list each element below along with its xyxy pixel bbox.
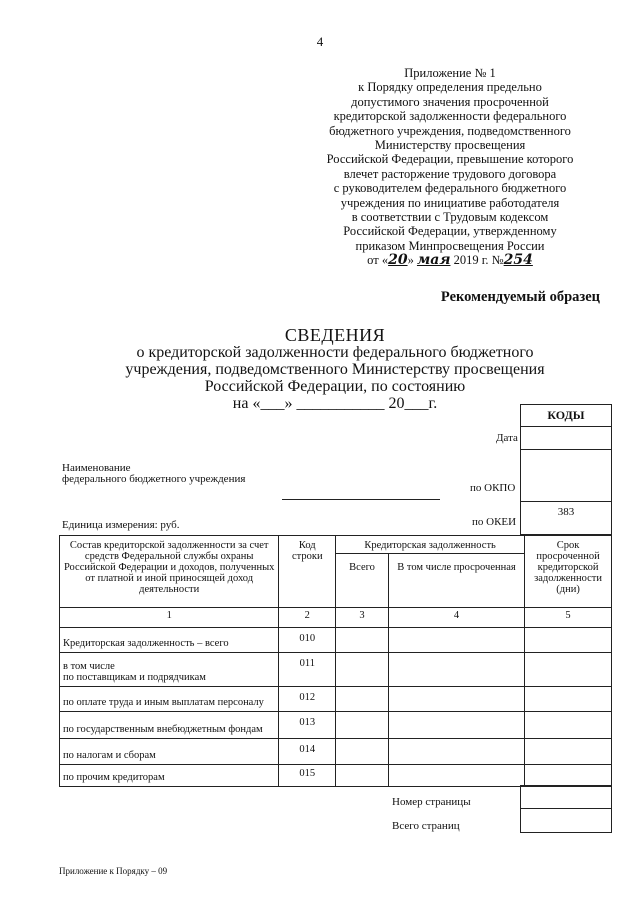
title-line: Российской Федерации, по состоянию — [204, 378, 466, 395]
org-name-field[interactable] — [282, 499, 440, 500]
column-number: 2 — [279, 608, 336, 628]
page-number: 4 — [316, 34, 324, 49]
appendix-line: приказом Минпросвещения России — [355, 238, 545, 253]
recommended-sample-label: Рекомендуемый образец — [440, 289, 600, 305]
appendix-line: влечет расторжение трудового договора — [343, 166, 557, 181]
header-composition: Состав кредиторской задолженности за счет средств Федеральной службы охраны Российской Федерации и доходов, полученных от платной и иной приносящей доход деятельности — [60, 536, 279, 608]
debt-table — [59, 535, 612, 787]
order-date-line — [300, 253, 600, 267]
column-number: 1 — [60, 608, 279, 628]
overdue-days-cell[interactable] — [525, 628, 612, 653]
row-code: 014 — [279, 739, 336, 765]
total-cell[interactable] — [336, 653, 389, 687]
column-number: 4 — [388, 608, 524, 628]
overdue-days-cell[interactable] — [525, 739, 612, 765]
row-label: Кредиторская задолженность – всего — [60, 628, 279, 653]
page-number-label: Номер страницы — [392, 796, 471, 808]
overdue-days-cell[interactable] — [525, 765, 612, 787]
appendix-line: бюджетного учреждения, подведомственного — [329, 123, 571, 138]
row-label: по государственным внебюджетным фондам — [60, 712, 279, 739]
okei-label: по ОКЕИ — [472, 516, 517, 528]
row-code: 013 — [279, 712, 336, 739]
appendix-line: учреждения по инициативе работодателя — [340, 195, 560, 210]
appendix-line: допустимого значения просроченной — [351, 94, 549, 109]
codes-header: КОДЫ — [520, 404, 612, 426]
okei-code-field[interactable]: 383 — [520, 502, 612, 535]
row-label: в том числе по поставщикам и подрядчикам — [60, 653, 279, 687]
title-line: учреждения, подведомственного Министерству просвещения — [125, 361, 545, 378]
header-row-code: Код строки — [279, 536, 336, 608]
appendix-line: к Порядку определения предельно — [358, 80, 542, 95]
overdue-cell[interactable] — [388, 687, 524, 712]
okpo-label: по ОКПО — [470, 482, 516, 494]
overdue-days-cell[interactable] — [525, 687, 612, 712]
row-code: 015 — [279, 765, 336, 787]
order-date-prefix: от « — [367, 253, 389, 268]
row-label: по прочим кредиторам — [60, 765, 279, 787]
appendix-line: Министерству просвещения — [374, 138, 526, 153]
table-header-row — [60, 536, 612, 554]
row-code: 012 — [279, 687, 336, 712]
order-date-day: 20 — [388, 252, 408, 269]
total-pages-field[interactable] — [520, 809, 612, 833]
appendix-line: кредиторской задолженности федерального — [333, 109, 567, 124]
title-main: СВЕДЕНИЯ — [284, 325, 386, 345]
order-date-sep: » — [407, 253, 414, 268]
order-number: 254 — [503, 252, 533, 269]
date-code-field[interactable] — [520, 426, 612, 450]
overdue-days-cell[interactable] — [525, 653, 612, 687]
org-name-label: федерального бюджетного учреждения — [62, 473, 246, 485]
org-name-label: Наименование — [62, 462, 131, 474]
table-row — [60, 628, 612, 653]
unit-label: Единица измерения: руб. — [62, 519, 180, 531]
title-line: о кредиторской задолженности федерального бюджетного — [136, 344, 534, 361]
overdue-cell[interactable] — [388, 653, 524, 687]
table-row — [60, 765, 612, 787]
date-label: Дата — [496, 432, 518, 444]
title-date-line: на «___» ___________ 20___г. — [232, 395, 438, 412]
header-overdue-term: Срок просроченной кредиторской задолженности (дни) — [525, 536, 612, 608]
order-date-year: 2019 г. № — [453, 253, 504, 268]
header-debt-group: Кредиторская задолженность — [336, 536, 525, 554]
total-cell[interactable] — [336, 739, 389, 765]
column-number: 3 — [336, 608, 389, 628]
appendix-block — [300, 66, 600, 268]
total-cell[interactable] — [336, 628, 389, 653]
total-pages-label: Всего страниц — [392, 820, 460, 832]
column-number-row — [60, 608, 612, 628]
okpo-code-field[interactable] — [520, 450, 612, 502]
overdue-cell[interactable] — [388, 765, 524, 787]
appendix-line: в соответствии с Трудовым кодексом — [351, 210, 549, 225]
order-date-month: мая — [416, 252, 451, 269]
overdue-cell[interactable] — [388, 739, 524, 765]
total-cell[interactable] — [336, 765, 389, 787]
footer-note: Приложение к Порядку – 09 — [59, 866, 168, 876]
table-row — [60, 687, 612, 712]
column-number: 5 — [525, 608, 612, 628]
overdue-cell[interactable] — [388, 712, 524, 739]
table-row — [60, 712, 612, 739]
table-row — [60, 739, 612, 765]
page-number-field[interactable] — [520, 785, 612, 809]
document-title — [100, 327, 570, 412]
total-cell[interactable] — [336, 687, 389, 712]
appendix-line: Приложение № 1 — [404, 66, 496, 80]
row-code: 011 — [279, 653, 336, 687]
table-row — [60, 653, 612, 687]
row-code: 010 — [279, 628, 336, 653]
total-cell[interactable] — [336, 712, 389, 739]
appendix-line: с руководителем федерального бюджетного — [333, 181, 567, 196]
header-total: Всего — [336, 554, 389, 608]
appendix-line: Российской Федерации, утвержденному — [343, 224, 557, 239]
appendix-line: Российской Федерации, превышение которого — [326, 152, 574, 167]
overdue-cell[interactable] — [388, 628, 524, 653]
row-label: по оплате труда и иным выплатам персоналу — [60, 687, 279, 712]
row-label: по налогам и сборам — [60, 739, 279, 765]
overdue-days-cell[interactable] — [525, 712, 612, 739]
header-overdue: В том числе просроченная — [388, 554, 524, 608]
